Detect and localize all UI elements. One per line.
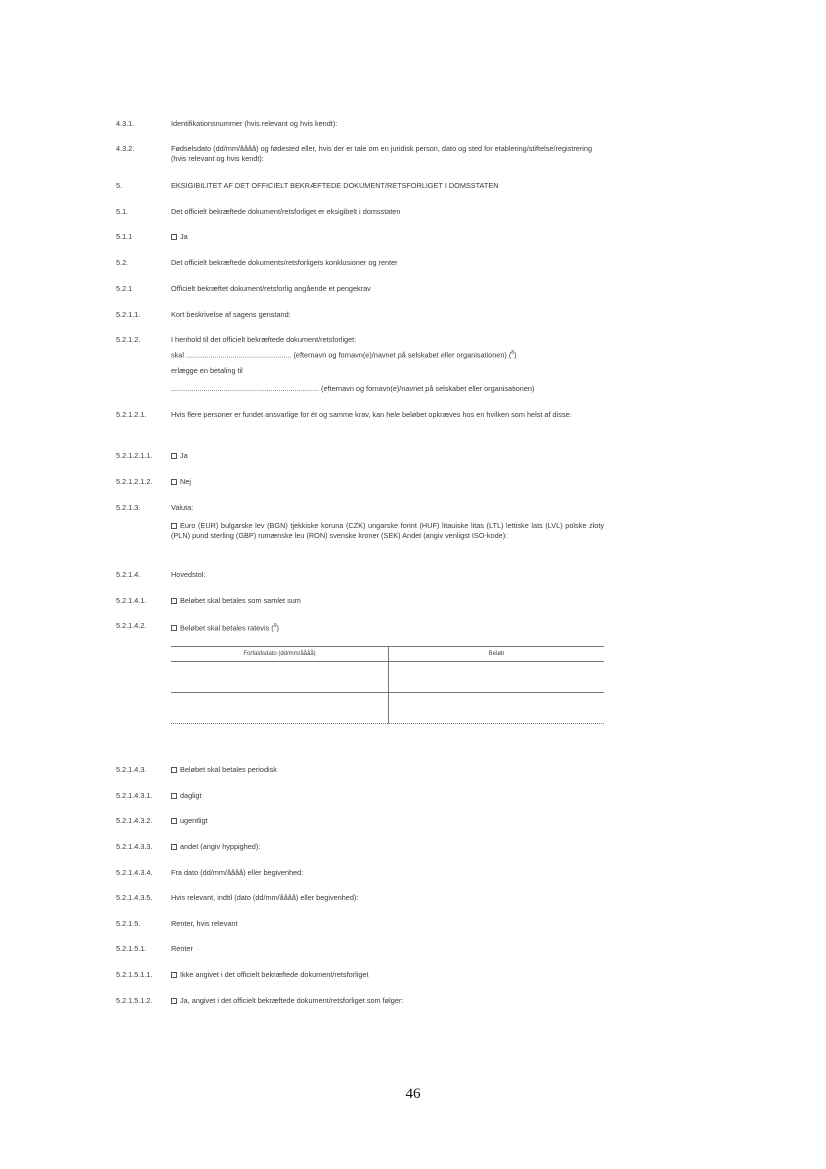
creditor-fill-dots[interactable]: ......................................................................... [171,384,319,393]
item-text: Fra dato (dd/mm/åååå) eller begivenhed: [171,868,304,877]
pay-line: erlægge en betaling til [171,366,243,375]
item-text: Identifikationsnummer (hvis relevant og hvis kendt): [171,119,338,128]
item-number: 5.2.1.4.3.3. [116,842,153,851]
debtor-fill-dots[interactable]: .................................................... [186,350,292,360]
checkbox-label: dagligt [180,791,202,800]
item-number: 5.2.1.4.1. [116,596,147,605]
debtor-suffix: (efternavn og fornavn(e)/navnet på selskabet eller organisationen) ( [293,350,512,360]
item-number: 4.3.1. [116,119,135,128]
item-number: 5.2.1 [116,284,133,293]
checkbox-samlet-sum[interactable] [171,598,177,604]
checkbox-ja[interactable] [171,234,177,240]
item-text: Hvis flere personer er fundet ansvarlige for ét og samme krav, kan hele beløbet opkræves hos en hvilken som helst af disse: [171,410,572,419]
checkbox-label: Nej [180,477,191,486]
footnote-ref: 8 [511,350,515,356]
section-title: EKSIGIBILITET AF DET OFFICIELT BEKRÆFTEDE DOKUMENT/RETSFORLIGET I DOMSSTATEN [171,181,499,190]
item-text: Valuta: [171,503,194,512]
item-number: 5.2.1.2.1. [116,410,147,419]
checkbox-label: Beløbet skal betales som samlet sum [180,596,301,605]
checkbox-andet[interactable] [171,844,177,850]
item-number: 5.2.1.3. [116,503,141,512]
checkbox-ugentligt[interactable] [171,818,177,824]
checkbox-label: Ja, angivet i det officielt bekræftede dokument/retsforliget som følger: [180,996,404,1005]
item-number: 5.2. [116,258,129,267]
item-text: Det officielt bekræftede dokuments/retsforligets konklusioner og renter [171,258,398,267]
item-number: 5.2.1.2. [116,335,141,344]
creditor-line [171,384,603,393]
checkbox-label: ugentligt [180,816,208,825]
item-text: Kort beskrivelse af sagens genstand: [171,310,291,319]
checkbox-label: Beløbet skal betales ratevis ( [180,623,274,633]
checkbox-ratevis[interactable] [171,625,177,631]
checkbox-ikke-angivet[interactable] [171,972,177,978]
item-text: Fødselsdato (dd/mm/åååå) og fødested eller, hvis der er tale om en juridisk person, dato og sted for etablering/stiftelse/registrering (hvis relevant og hvis kendt): [171,144,592,163]
closing-paren: ) [276,623,279,633]
item-number: 5.2.1.4.3.1. [116,791,153,800]
checkbox-label: Ja [180,451,188,460]
item-number: 5. [116,181,123,190]
item-text: Renter [171,944,193,953]
footnote-ref: 9 [273,623,277,629]
item-text: Det officielt bekræftede dokument/retsforliget er eksigibelt i domsstaten [171,207,401,216]
checkbox-label: andet (angiv hyppighed): [180,842,261,851]
item-number: 4.3.2. [116,144,135,153]
page-number: 46 [405,1086,421,1102]
item-number: 5.2.1.4.3.5. [116,893,153,902]
item-text: Hovedstol: [171,570,206,579]
checkbox-currency[interactable] [171,523,177,529]
item-number: 5.2.1.4.3. [116,765,147,774]
col-header-due-date: Forfaldsdato (dd/mm/åååå) [171,647,389,662]
item-text: Officielt bekræftet dokument/retsforlig angående et pengekrav [171,284,371,293]
item-number: 5.2.1.5.1.2. [116,996,153,1005]
item-number: 5.1.1 [116,232,133,241]
creditor-suffix: (efternavn og fornavn(e)/navnet på selskabet eller organisationen) [321,384,535,393]
item-number: 5.2.1.1. [116,310,141,319]
currency-text: Euro (EUR) bulgarske lev (BGN) tjekkiske koruna (CZK) ungarske forint (HUF) litauiske litas (LTL) lettiske lats (LVL) polske zloty (PLN) pund sterling (GBP) rumænske leu (RON) svenske kroner (SEK) Andet (angiv venligst ISO-kode): [171,521,604,540]
item-number: 5.2.1.2.1.1. [116,451,153,460]
item-text: Hvis relevant, indtil (dato (dd/mm/åååå) eller begivenhed): [171,893,359,902]
table-row [171,662,604,693]
item-number: 5.2.1.4. [116,570,141,579]
debtor-line: skal .................................................... (efternavn og fornavn(e)/navnet på selskabet eller organisationen) ($^8$) [171,350,517,360]
checkbox-periodisk[interactable] [171,767,177,773]
due-date-cell[interactable] [171,693,389,724]
installments-table [171,646,604,724]
debtor-prefix: skal [171,350,184,360]
col-header-amount: Beløb [389,647,605,662]
checkbox-nej[interactable] [171,479,177,485]
item-number: 5.2.1.2.1.2. [116,477,153,486]
item-number: 5.2.1.4.3.2. [116,816,153,825]
item-number: 5.2.1.5. [116,919,141,928]
checkbox-label: Ja [180,232,188,241]
item-number: 5.2.1.5.1.1. [116,970,153,979]
item-number: 5.1. [116,207,129,216]
table-row [171,693,604,724]
checkbox-label: Beløbet skal betales periodisk [180,765,277,774]
amount-cell[interactable] [389,693,605,724]
checkbox-ja-angivet[interactable] [171,998,177,1004]
item-number: 5.2.1.4.2. [116,621,147,630]
item-number: 5.2.1.5.1. [116,944,147,953]
checkbox-dagligt[interactable] [171,793,177,799]
item-text: I henhold til det officielt bekræftede dokument/retsforliget: [171,335,357,344]
checkbox-ja[interactable] [171,453,177,459]
amount-cell[interactable] [389,662,605,693]
item-number: 5.2.1.4.3.4. [116,868,153,877]
checkbox-label: Ikke angivet i det officielt bekræftede dokument/retsforliget [180,970,369,979]
due-date-cell[interactable] [171,662,389,693]
item-text: Renter, hvis relevant [171,919,238,928]
